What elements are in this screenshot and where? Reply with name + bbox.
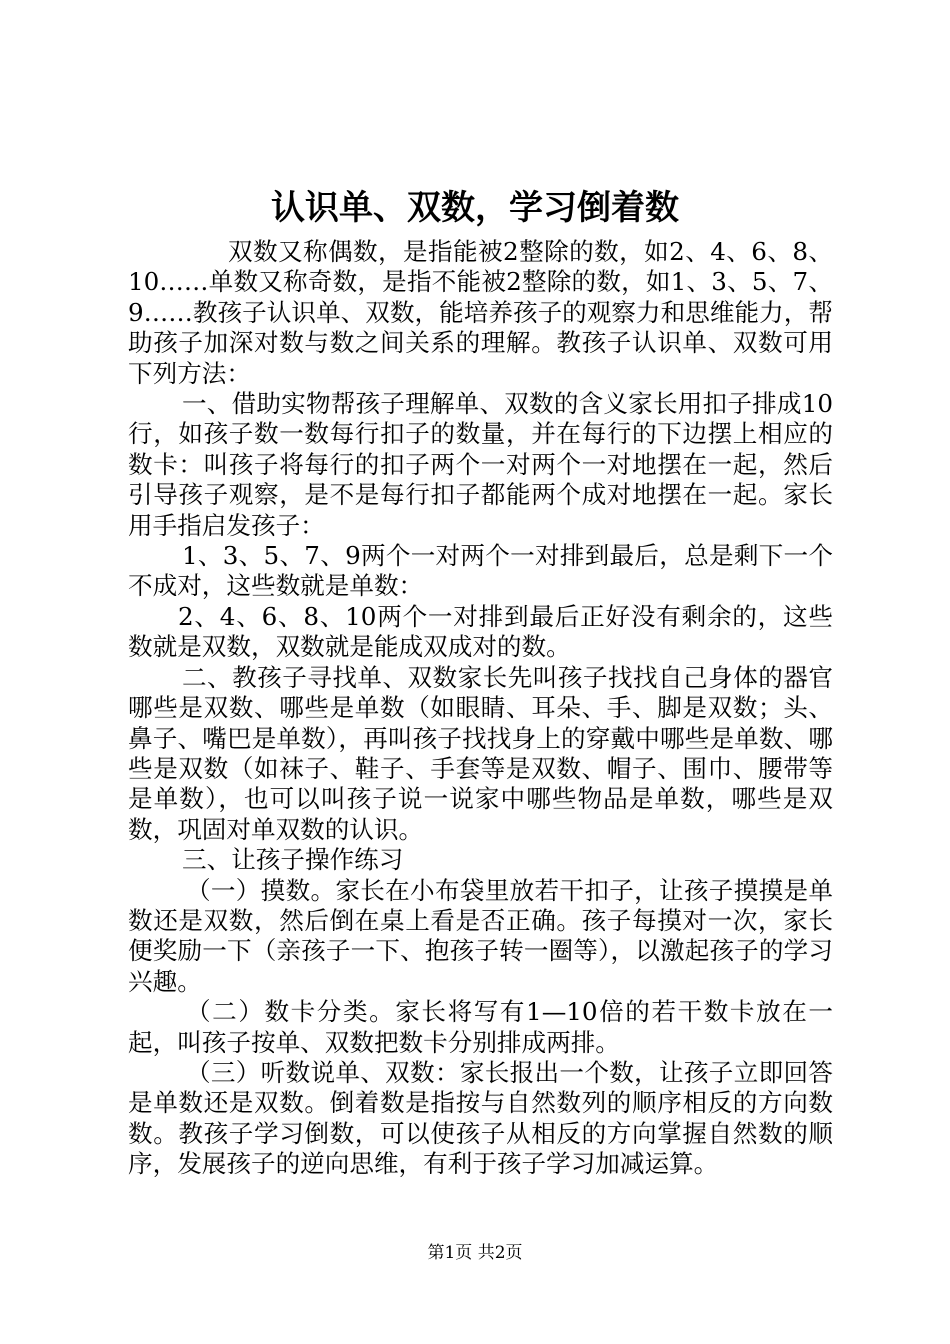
- paragraph-odd-numbers: 1、3、5、7、9两个一对两个一对排到最后，总是剩下一个不成对，这些数就是单数：: [128, 541, 833, 601]
- paragraph-exercise-3: （三）听数说单、双数：家长报出一个数，让孩子立即回答是单数还是双数。倒着数是指按与自然数列的顺序相反的方向数数。教孩子学习倒数，可以使孩子从相反的方向掌握自然数的顺序，发展孩子的逆向思维，有利于孩子学习加减运算。: [128, 1057, 833, 1179]
- paragraph-exercise-1: （一）摸数。家长在小布袋里放若干扣子，让孩子摸摸是单数还是双数，然后倒在桌上看是否正确。孩子每摸对一次，家长便奖励一下（亲孩子一下、抱孩子转一圈等），以激起孩子的学习兴趣。: [128, 875, 833, 996]
- paragraph-even-numbers: 2、4、6、8、10两个一对排到最后正好没有剩余的，这些数就是双数，双数就是能成双成对的数。: [128, 601, 833, 662]
- paragraph-method-2: 二、教孩子寻找单、双数家长先叫孩子找找自己身体的器官哪些是双数、哪些是单数（如眼睛、耳朵、手、脚是双数；头、鼻子、嘴巴是单数），再叫孩子找找身上的穿戴中哪些是单数、哪些是双数（如袜子、鞋子、手套等是双数、帽子、围巾、腰带等是单数），也可以叫孩子说一说家中哪些物品是单数，哪些是双数，巩固对单双数的认识。: [128, 662, 833, 844]
- paragraph-exercise-2: （二）数卡分类。家长将写有1—10倍的若干数卡放在一起，叫孩子按单、双数把数卡分别排成两排。: [128, 997, 833, 1057]
- document-body: [128, 237, 833, 1180]
- paragraph-method-3-heading: 三、让孩子操作练习: [182, 845, 404, 875]
- page-title: 认识单、双数，学习倒着数: [271, 188, 679, 228]
- page-footer: 第1页 共2页: [427, 1243, 523, 1263]
- paragraph-method-1: 一、借助实物帮孩子理解单、双数的含义家长用扣子排成10行，如孩子数一数每行扣子的数量，并在每行的下边摆上相应的数卡：叫孩子将每行的扣子两个一对两个一对地摆在一起，然后引导孩子观察，是不是每行扣子都能两个成对地摆在一起。家长用手指启发孩子：: [128, 389, 833, 540]
- paragraph-intro: 双数又称偶数，是指能被2整除的数，如2、4、6、8、10……单数又称奇数，是指不能被2整除的数，如1、3、5、7、9……教孩子认识单、双数，能培养孩子的观察力和思维能力，帮助孩子加深对数与数之间关系的理解。教孩子认识单、双数可用下列方法：: [128, 237, 833, 388]
